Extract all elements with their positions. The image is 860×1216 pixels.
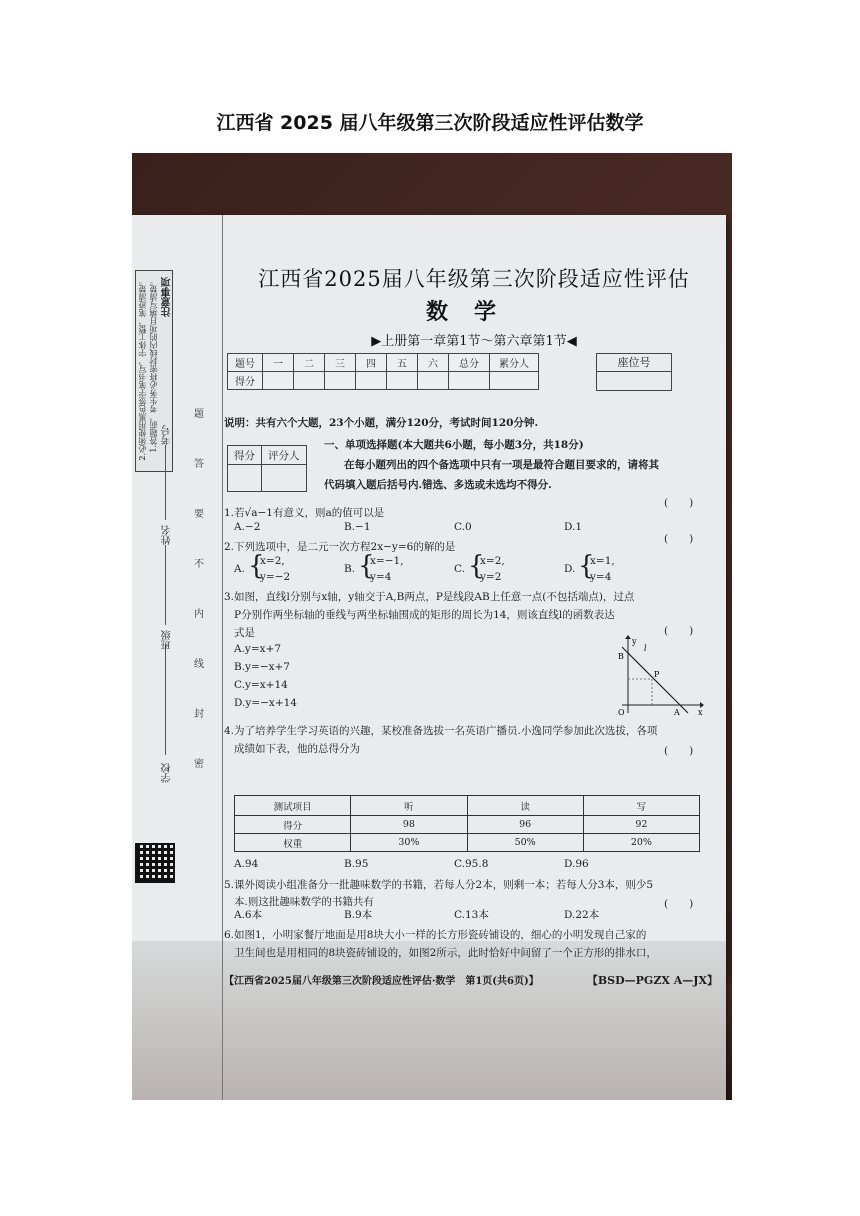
sheet-footer xyxy=(224,972,724,987)
sheet-lower-content xyxy=(224,909,724,1032)
binding-strip xyxy=(132,215,223,1100)
qr-code xyxy=(135,843,175,883)
q4-table-cell: 98 xyxy=(351,816,467,834)
strip-char: 题 xyxy=(194,409,204,420)
exam-photo xyxy=(132,153,732,1100)
q3-option-d: D.y=−x+14 xyxy=(234,697,297,709)
fig-label-y: y xyxy=(632,637,637,646)
fig-label-x: x xyxy=(698,708,703,717)
section1-desc-1: 在每小题列出的四个备选项中只有一项是最符合题目要求的，请将其 xyxy=(344,459,659,471)
score-cell xyxy=(263,372,294,390)
q3-figure xyxy=(614,635,704,717)
grader-table xyxy=(227,445,307,492)
strip-char: 线 xyxy=(194,659,204,670)
instructions-text: 说明：共有六个大题，23个小题，满分120分，考试时间120分钟. xyxy=(224,417,539,429)
brace: { xyxy=(578,551,595,581)
q4-option-a: A.94 xyxy=(234,858,259,870)
q2-option-d xyxy=(564,551,615,583)
q4-table-header: 听 xyxy=(351,796,467,816)
brace: { xyxy=(358,551,375,581)
q1-option-b: B.−1 xyxy=(344,521,371,533)
seat-number-box xyxy=(596,353,672,391)
notice-line-2: 2.必须使用黑色签字笔书写，字体工整、笔迹清楚。 xyxy=(138,277,147,461)
strip-label-class: 班级 xyxy=(162,630,173,650)
q2-option-a-label: A. xyxy=(234,563,245,575)
q2-option-b xyxy=(344,551,404,583)
fig-label-a: A xyxy=(674,708,680,717)
score-header-cell: 六 xyxy=(418,354,449,372)
score-header-cell: 总分 xyxy=(449,354,490,372)
page-title: 江西省 2025 届八年级第三次阶段适应性评估数学 xyxy=(216,112,644,134)
score-cell xyxy=(449,372,490,390)
brace: { xyxy=(248,551,265,581)
q2-option-b-bottom: y=4 xyxy=(370,571,392,583)
instructions xyxy=(224,415,538,430)
q4-table-cell: 30% xyxy=(351,834,467,852)
q4-table-cell: 96 xyxy=(467,816,583,834)
q6-line-1: 6.如图1，小明家餐厅地面是用8块大小一样的长方形瓷砖铺设的，细心的小明发现自己家的 xyxy=(224,929,647,941)
score-cell xyxy=(294,372,325,390)
q4-table-header: 测试项目 xyxy=(235,796,351,816)
strip-char: 封 xyxy=(194,709,204,720)
q1-stem: 1.若√a−1有意义，则a的值可以是 xyxy=(224,507,385,519)
q3-line-2: P分别作两坐标轴的垂线与两坐标轴围成的矩形的周长为14，则该直线l的函数表达 xyxy=(234,609,615,621)
q1-option-a: A.−2 xyxy=(234,521,261,533)
q3-option-a: A.y=x+7 xyxy=(234,643,282,655)
q4-table-cell: 50% xyxy=(467,834,583,852)
q5-option-a: A.6本 xyxy=(234,909,263,921)
q3-line-1: 3.如图，直线l分别与x轴，y轴交于A,B两点，P是线段AB上任意一点(不包括端点)，过点 xyxy=(224,591,635,603)
q2-option-d-label: D. xyxy=(564,563,576,575)
q4-option-d: D.96 xyxy=(564,858,589,870)
q6-line-2: 卫生间也是用相同的8块瓷砖铺设的，如图2所示，此时恰好中间留了一个正方形的排水口， xyxy=(234,947,657,959)
y-arrow-icon xyxy=(625,635,631,639)
q4-score-table xyxy=(234,795,700,852)
section1-desc-2: 代码填入题后括号内.错选、多选或未选均不得分. xyxy=(324,479,552,491)
q3-line-3: 式是 xyxy=(234,627,255,639)
score-header-cell: 累分人 xyxy=(490,354,539,372)
q4-line-1: 4.为了培养学生学习英语的兴趣，某校准备选拔一名英语广播员.小逸同学参加此次选拔，各项 xyxy=(224,725,658,737)
q2-option-c-label: C. xyxy=(454,563,465,575)
q4-option-b: B.95 xyxy=(344,858,369,870)
q4-answer-bracket: ( ) xyxy=(664,745,694,757)
q5-line-1: 5.课外阅读小组准备分一批趣味数学的书籍，若每人分2本，则剩一本；若每人分3本，则少5 xyxy=(224,879,654,891)
q4-table-cell: 权重 xyxy=(235,834,351,852)
class-line xyxy=(165,545,166,625)
school-line xyxy=(165,645,166,755)
q2-option-a-bottom: y=−2 xyxy=(260,571,291,583)
name-line xyxy=(165,445,166,520)
q3-option-b: B.y=−x+7 xyxy=(234,661,290,673)
q4-option-c: C.95.8 xyxy=(454,858,489,870)
score-cell xyxy=(387,372,418,390)
q2-answer-bracket: ( ) xyxy=(664,533,694,545)
grader-cell xyxy=(228,465,262,492)
q4-table-header: 读 xyxy=(467,796,583,816)
score-header-cell: 五 xyxy=(387,354,418,372)
grader-cell xyxy=(262,465,307,492)
score-cell xyxy=(490,372,539,390)
q5-option-c: C.13本 xyxy=(454,909,489,921)
q1-answer-bracket: ( ) xyxy=(664,497,694,509)
q4-table-cell: 92 xyxy=(583,816,699,834)
strip-char: 密 xyxy=(194,759,204,770)
q2-stem: 2.下列选项中，是二元一次方程2x−y=6的解的是 xyxy=(224,541,456,553)
score-header-cell: 题号 xyxy=(228,354,263,372)
strip-char: 要 xyxy=(194,509,204,520)
q1-option-c: C.0 xyxy=(454,521,472,533)
score-header-cell: 三 xyxy=(325,354,356,372)
sheet-title: 江西省2025届八年级第三次阶段适应性评估 xyxy=(258,267,690,291)
score-cell xyxy=(418,372,449,390)
q5-answer-bracket: ( ) xyxy=(664,898,694,910)
brace: { xyxy=(468,551,485,581)
fig-label-l: l xyxy=(644,644,647,653)
section1-heading: 一、单项选择题(本大题共6小题，每小题3分，共18分) xyxy=(324,439,584,451)
q5-line-2: 本.则这批趣味数学的书籍共有 xyxy=(234,896,374,908)
q2-option-d-bottom: y=4 xyxy=(590,571,612,583)
q2-option-a xyxy=(234,551,291,583)
q4-table-header: 写 xyxy=(583,796,699,816)
strip-char: 不 xyxy=(194,559,204,570)
score-row-label: 得分 xyxy=(228,372,263,390)
fig-label-o: O xyxy=(618,708,625,717)
score-table xyxy=(227,353,539,390)
q1-option-d: D.1 xyxy=(564,521,583,533)
q3-option-c: C.y=x+14 xyxy=(234,679,288,691)
footer-right: 【BSD—PGZX A—JX】 xyxy=(586,974,718,987)
grader-score-label: 得分 xyxy=(228,446,262,465)
score-header-cell: 四 xyxy=(356,354,387,372)
strip-label-school: 学校 xyxy=(162,763,173,783)
q4-table-cell: 得分 xyxy=(235,816,351,834)
fig-label-b: B xyxy=(618,652,624,661)
q2-option-c-bottom: y=2 xyxy=(480,571,502,583)
q2-option-c-top: x=2, xyxy=(480,555,505,567)
q2-option-d-top: x=1, xyxy=(590,555,615,567)
footer-left: 【江西省2025届八年级第三次阶段适应性评估·数学 第1页(共6页)】 xyxy=(224,976,539,987)
strip-char: 内 xyxy=(194,609,204,620)
q5-option-b: B.9本 xyxy=(344,909,373,921)
line-l xyxy=(622,647,688,713)
strip-char: 答 xyxy=(194,459,204,470)
q5-option-d: D.22本 xyxy=(564,909,600,921)
q2-option-b-top: x=−1, xyxy=(370,555,404,567)
notice-line-1: 1.答题前，考生务必将密封线内的项目填写清楚。 xyxy=(149,277,158,453)
strip-label-id: 考号 xyxy=(162,425,173,445)
score-header-cell: 一 xyxy=(263,354,294,372)
seat-number-label: 座位号 xyxy=(597,354,671,372)
notice-title: 注意事项 xyxy=(162,277,173,317)
subject-title: 数学 xyxy=(425,299,522,325)
q2-option-b-label: B. xyxy=(344,563,356,575)
fig-label-p: P xyxy=(654,670,660,679)
score-header-cell: 二 xyxy=(294,354,325,372)
q4-table-cell: 20% xyxy=(583,834,699,852)
q4-line-2: 成绩如下表，他的总得分为 xyxy=(234,743,360,755)
score-cell xyxy=(325,372,356,390)
scope-banner: ▶上册第一章第1节～第六章第1节◀ xyxy=(371,334,577,349)
grader-name-label: 评分人 xyxy=(262,446,307,465)
q3-answer-bracket: ( ) xyxy=(664,625,694,637)
score-cell xyxy=(356,372,387,390)
q2-option-a-top: x=2, xyxy=(260,555,285,567)
q2-option-c xyxy=(454,551,505,583)
strip-label-name: 姓名 xyxy=(162,525,173,545)
